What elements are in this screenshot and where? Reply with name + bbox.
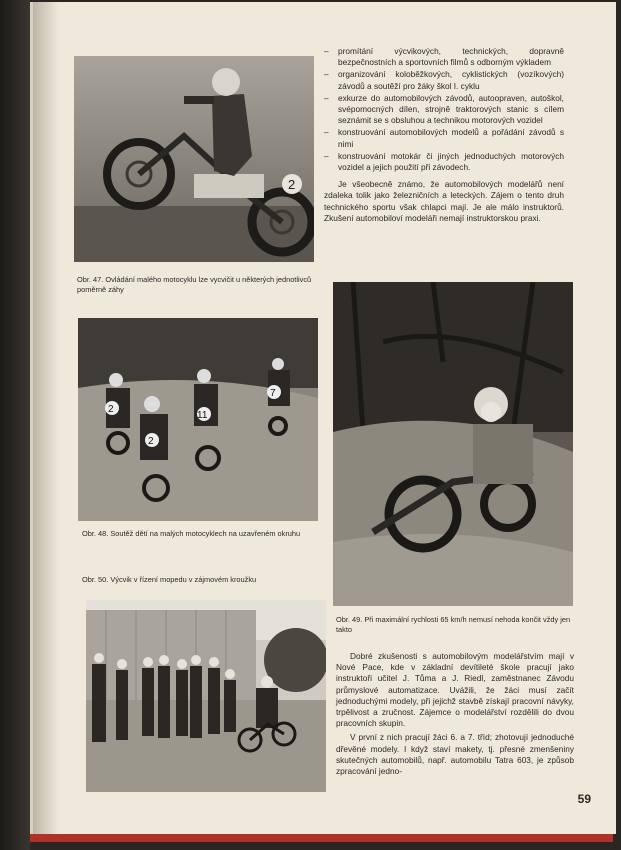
list-item-text: exkurze do automobilových závodů, autoopraven, autoškol, svépomocných dílen, strojně traktorových stanic s cílem seznámit se s obsluhou a technikou motorových vozidel (338, 92, 564, 126)
caption-fig49: Obr. 49. Při maximální rychlosti 65 km/h nemusí nehoda končit vždy jen takto (336, 615, 571, 634)
list-item-text: promítání výcvikových, technických, dopravně bezpečnostních a sportovních filmů s odborným výkladem (338, 46, 564, 68)
bib-number: 2 (108, 404, 114, 415)
paragraph: V první z nich pracují žáci 6. a 7. tříd; zhotovují jednoduché dřevěné modely. I když staví makety, tj. přesné zmenšeniny skutečných automobilů, např. automobilu Tatra 603, je způsob zpracování jedno- (336, 732, 574, 777)
page-number: 59 (577, 792, 591, 806)
list-item-text: konstruování automobilových modelů a pořádání závodů s nimi (338, 127, 564, 149)
text-column-top (324, 46, 564, 224)
book-spine-shadow (0, 0, 30, 850)
list-item-text: organizování koloběžkových, cyklistických (vozíkových) závodů a soutěží pro žáky škol I. cyklu (338, 69, 564, 91)
svg-text:2: 2 (288, 177, 296, 192)
caption-fig47: Obr. 47. Ovládání malého motocyklu lze vycvičit u některých jednotlivců poměrně záhy (77, 275, 312, 294)
photo-fig48-children-race (78, 318, 318, 521)
bib-number: 7 (270, 388, 276, 399)
list-item: – organizování koloběžkových, cyklistických (vozíkových) závodů a soutěží pro žáky škol I. cyklu (324, 69, 564, 91)
list-item-text: konstruování motokár či jiných jednoduchých motorových vozidel a jejich použití při závodech. (338, 150, 564, 173)
bib-number: 2 (148, 436, 154, 447)
list-item: – konstruování motokár či jiných jednoduchých motorových vozidel a jejich použití při závodech. (324, 150, 564, 173)
text-column-bottom (336, 651, 574, 777)
list-item: – exkurze do automobilových závodů, autoopraven, autoškol, svépomocných dílen, strojně traktorových stanic s cílem seznámit se s obsluhou a technikou motorových vozidel (324, 92, 564, 126)
photo-fig47-motorcycle-jump (74, 56, 314, 262)
caption-fig50: Obr. 50. Výcvik v řízení mopedu v zájmovém kroužku (82, 575, 257, 584)
paragraph: Dobré zkušenosti s automobilovým modelářstvím mají v Nové Pace, kde v základní devítileté škole pracují jako instruktoři učitel J. Tůma a J. Riedl, zaměstnanec Závodu průmyslové automatizace. Uvážili, že žáci musí začít jednoduchými modely, při jejichž stavbě získají pracovní návyky, trpělivost a zručnost. Zájemce o modelářství rozdělili do dvou pracovních skupin. (336, 651, 574, 729)
list-item: – promítání výcvikových, technických, dopravně bezpečnostních a sportovních filmů s odborným výkladem (324, 46, 564, 68)
activity-list (324, 46, 564, 173)
list-item: – konstruování automobilových modelů a pořádání závodů s nimi (324, 127, 564, 149)
photo-fig49-crash (333, 282, 573, 606)
bib-number: 11 (197, 410, 208, 421)
page-gutter-shadow (33, 2, 59, 834)
paragraph: Je všeobecně známo, že automobilových modelářů není zdaleka tolik jako železničních a leteckých. Zájem o tento druh technického sportu však chlapci mají. Je ale málo instruktorů. Zkušení automobiloví modeláři nemají instruktorskou praxi. (324, 179, 564, 223)
caption-fig48: Obr. 48. Soutěž dětí na malých motocyklech na uzavřeném okruhu (82, 529, 301, 538)
photo-fig50-moped-training (86, 600, 326, 792)
cover-edge (30, 834, 613, 842)
